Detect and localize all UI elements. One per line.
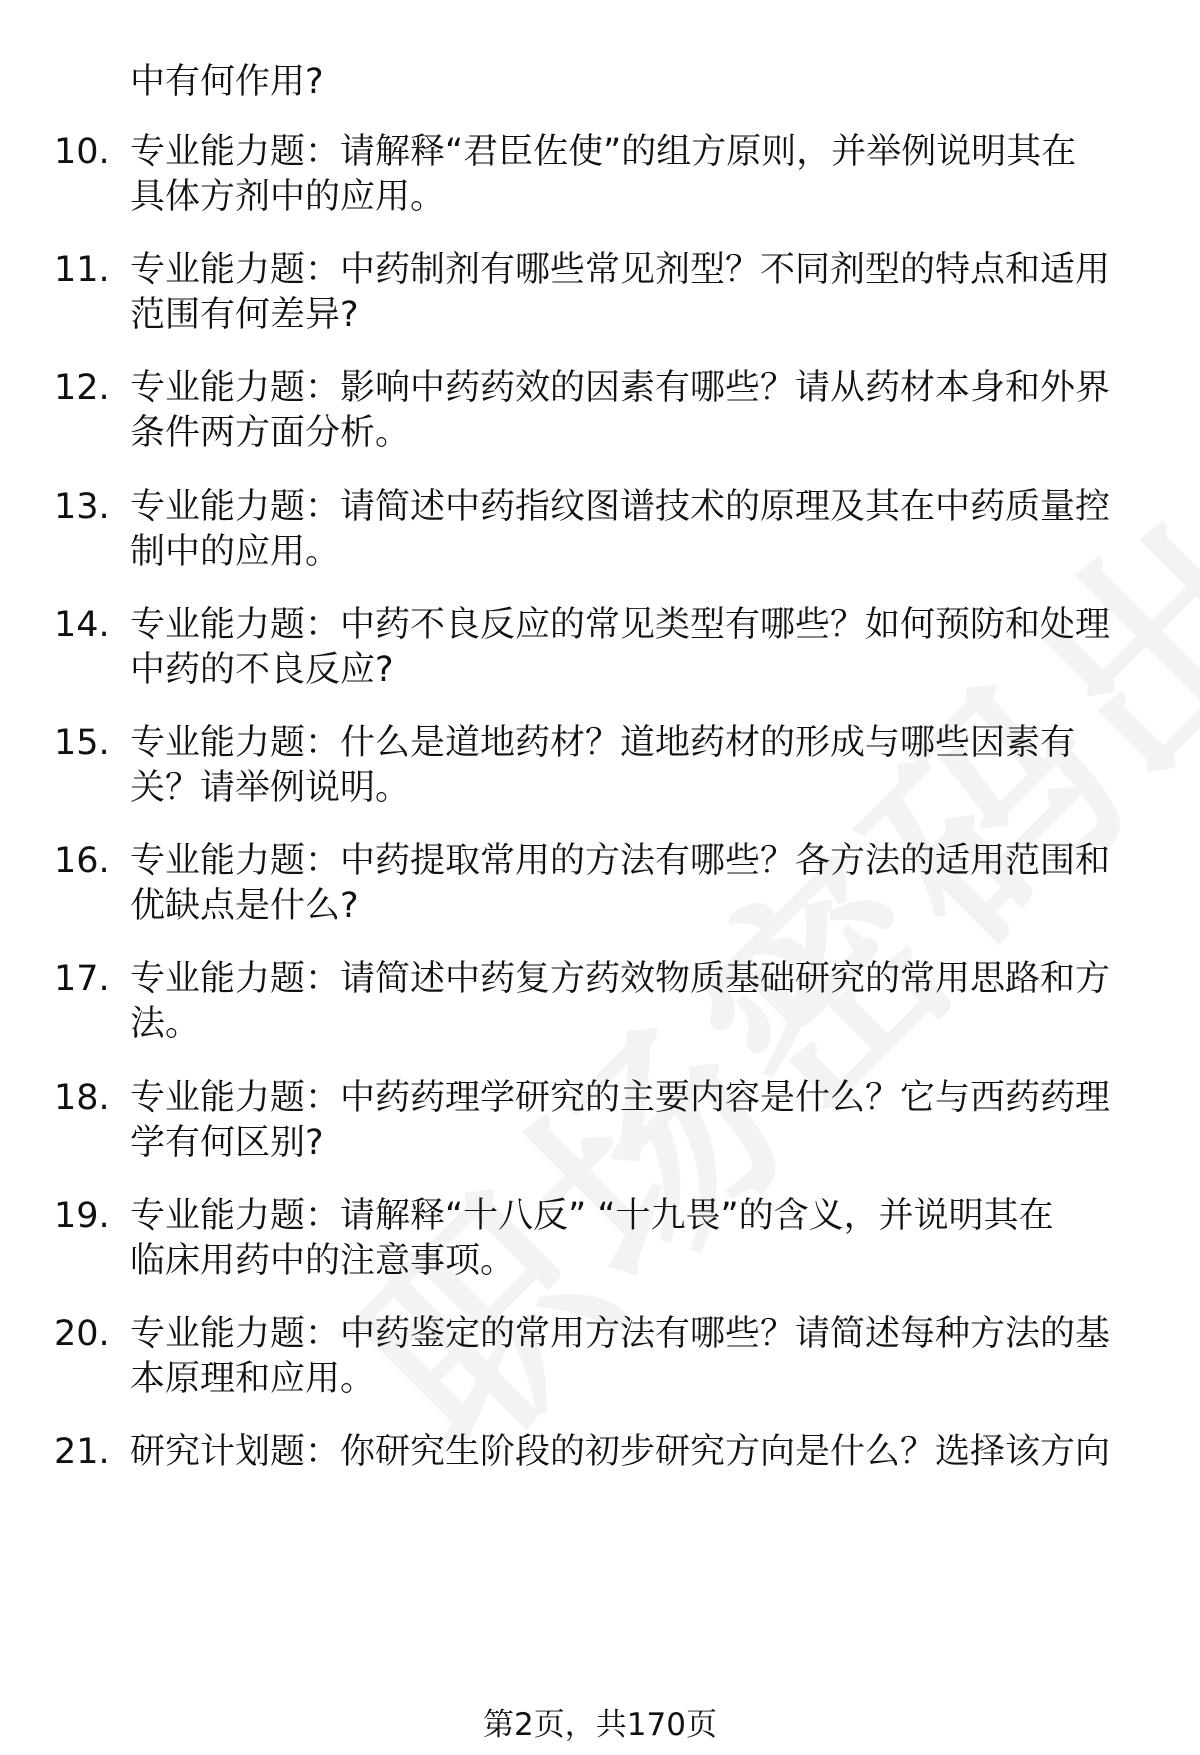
question-text-line1: 专业能力题：什么是道地药材？道地药材的形成与哪些因素有 [130,723,1076,763]
question-text-line2: 法。 [130,1004,201,1044]
question-text-line1: 专业能力题：中药制剂有哪些常见剂型？不同剂型的特点和适用 [130,250,1111,290]
question-number: 11. [54,250,110,290]
page-footer: 第2页，共170页 [483,1707,717,1743]
question-number: 16. [54,841,110,881]
question-text-line2: 本原理和应用。 [130,1359,376,1399]
question-number: 15. [54,723,110,763]
question-text-line2: 具体方剂中的应用。 [130,177,446,217]
question-text-line2: 学有何区别? [130,1123,324,1163]
question-number: 18. [54,1078,110,1118]
question-text-line2: 关？请举例说明。 [130,768,411,808]
question-text-line2: 制中的应用。 [130,532,341,572]
intro-line: 中有何作用? [130,62,324,102]
question-text-line1: 研究计划题：你研究生阶段的初步研究方向是什么？选择该方向 [130,1432,1111,1472]
question-text-line1: 专业能力题：请简述中药复方药效物质基础研究的常用思路和方 [130,959,1111,999]
question-number: 12. [54,368,110,408]
question-number: 17. [54,959,110,999]
question-number: 21. [54,1432,110,1472]
question-text-line1: 专业能力题：请解释“君臣佐使”的组方原则，并举例说明其在 [130,132,1077,172]
question-number: 14. [54,605,110,645]
question-text-line2: 中药的不良反应? [130,650,394,690]
question-number: 19. [54,1196,110,1236]
question-text-line1: 专业能力题：中药药理学研究的主要内容是什么？它与西药药理 [130,1078,1111,1118]
question-text-line1: 专业能力题：影响中药药效的因素有哪些？请从药材本身和外界 [130,368,1111,408]
question-number: 13. [54,487,110,527]
question-text-line1: 专业能力题：中药鉴定的常用方法有哪些？请简述每种方法的基 [130,1314,1111,1354]
question-text-line2: 优缺点是什么? [130,886,359,926]
question-text-line1: 专业能力题：请简述中药指纹图谱技术的原理及其在中药质量控 [130,487,1111,527]
question-text-line2: 条件两方面分析。 [130,413,411,453]
question-text-line1: 专业能力题：中药提取常用的方法有哪些？各方法的适用范围和 [130,841,1111,881]
question-text-line2: 临床用药中的注意事项。 [130,1241,516,1281]
question-number: 10. [54,132,110,172]
question-number: 20. [54,1314,110,1354]
question-text-line1: 专业能力题：请解释“十八反” “十九畏”的含义，并说明其在 [130,1196,1054,1236]
question-text-line1: 专业能力题：中药不良反应的常见类型有哪些？如何预防和处理 [130,605,1111,645]
question-text-line2: 范围有何差异? [130,295,359,335]
